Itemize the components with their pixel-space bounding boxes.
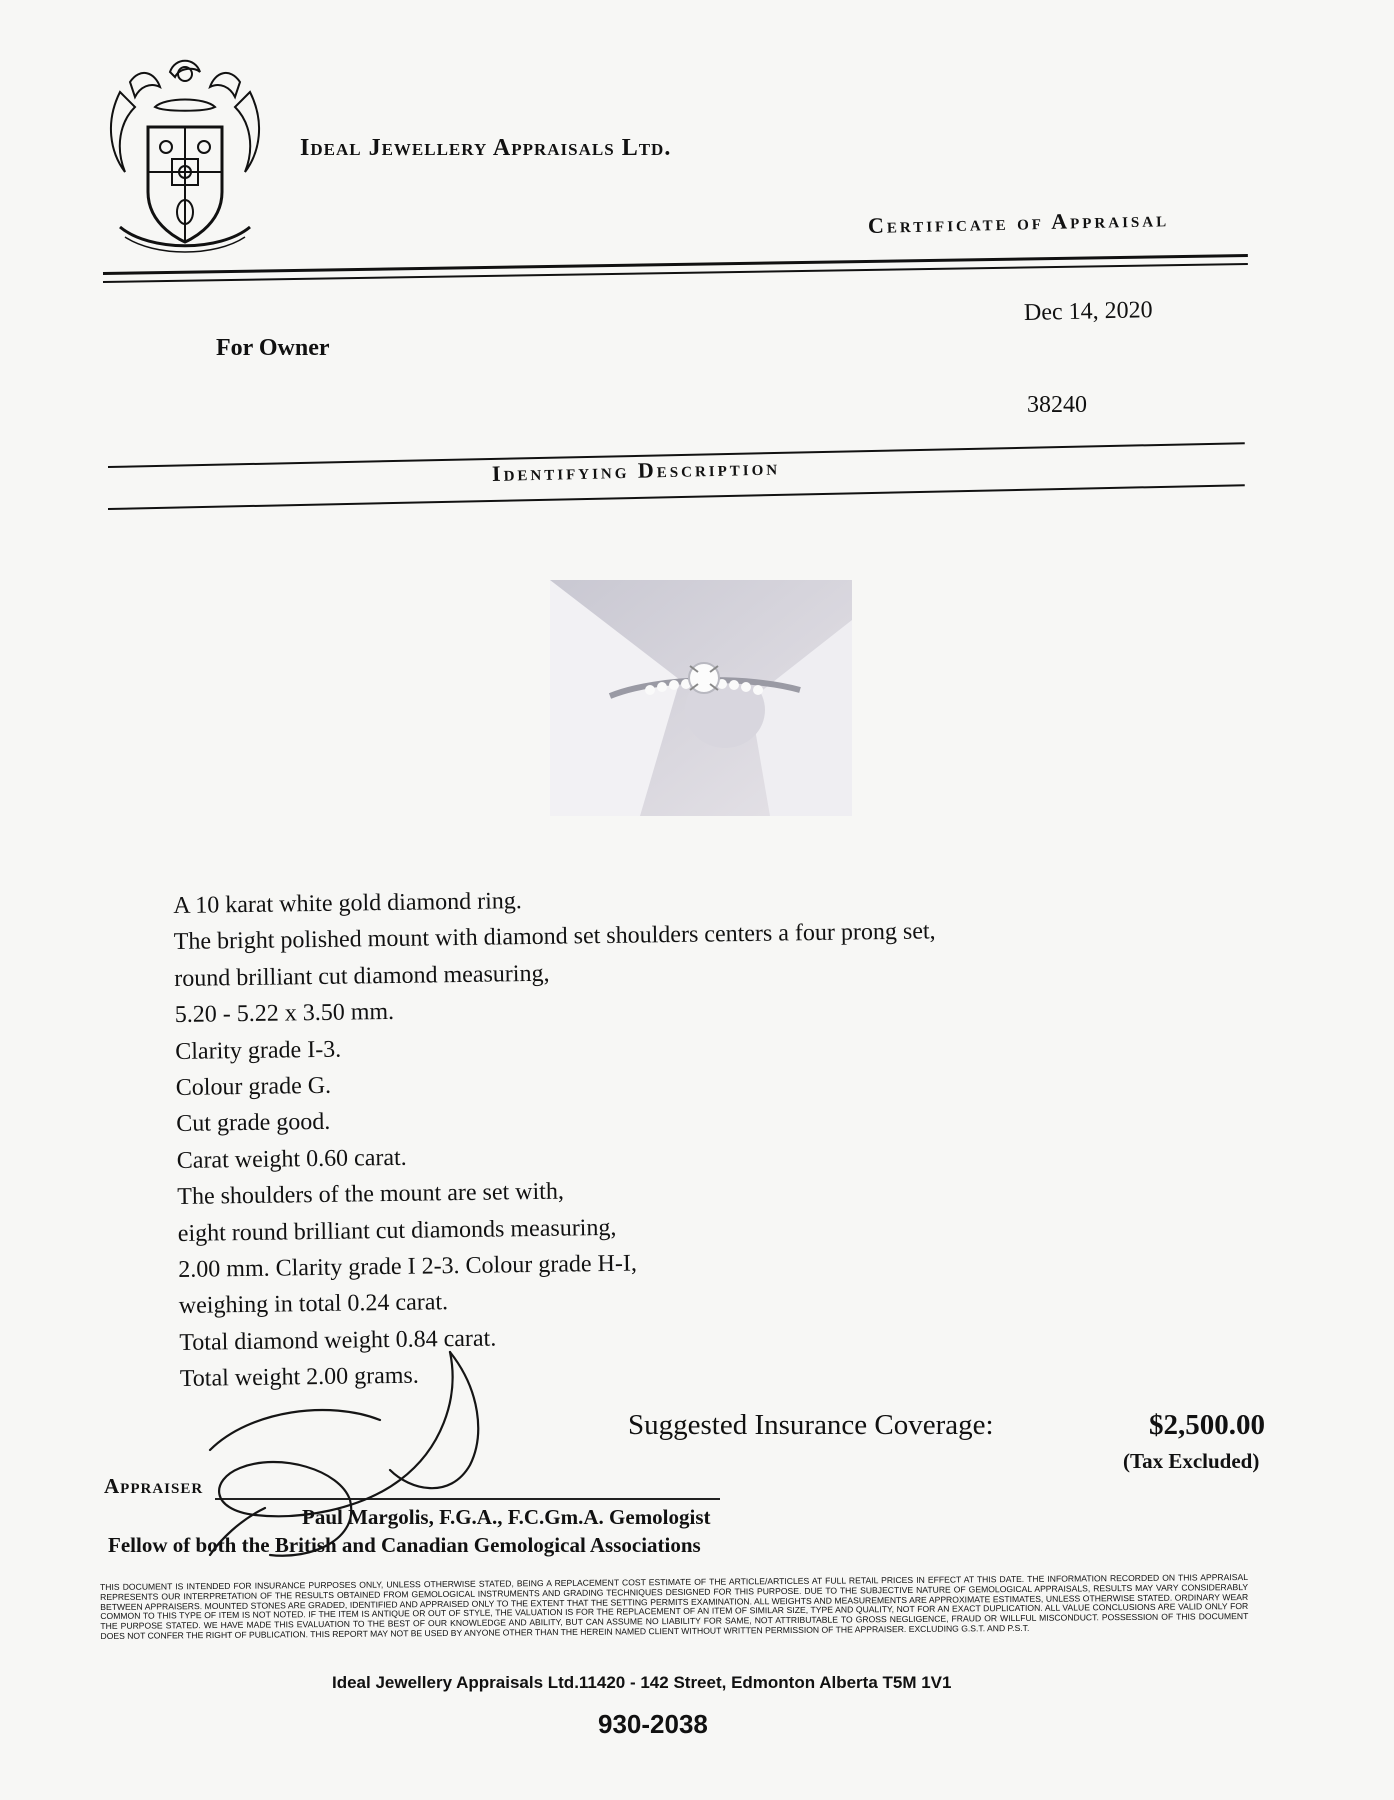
item-description xyxy=(173,877,942,1397)
company-name: Ideal Jewellery Appraisals Ltd. xyxy=(300,135,672,161)
insurance-label: Suggested Insurance Coverage: xyxy=(628,1409,994,1441)
description-line: Colour grade G. xyxy=(175,1072,332,1102)
tax-note: (Tax Excluded) xyxy=(1123,1449,1260,1473)
section-rule-bottom xyxy=(108,484,1245,510)
description-line: 5.20 - 5.22 x 3.50 mm. xyxy=(174,999,395,1029)
appraiser-label: Appraiser xyxy=(104,1474,204,1498)
description-line: weighing in total 0.24 carat. xyxy=(178,1289,449,1320)
description-line: 2.00 mm. Clarity grade I 2-3. Colour grade H-I, xyxy=(178,1250,638,1284)
description-line: Carat weight 0.60 carat. xyxy=(176,1144,407,1174)
footer-phone: 930-2038 xyxy=(598,1709,708,1739)
description-line: round brilliant cut diamond measuring, xyxy=(174,960,550,992)
recipient-label: For Owner xyxy=(216,335,330,361)
section-title: Identifying Description xyxy=(491,454,781,486)
description-line: The bright polished mount with diamond set shoulders centers a four prong set, xyxy=(173,918,936,956)
handwritten-signature xyxy=(150,1340,530,1570)
certificate-title: Certificate of Appraisal xyxy=(867,206,1170,238)
description-line: eight round brilliant cut diamonds measuring, xyxy=(177,1214,617,1247)
ring-photo xyxy=(550,580,852,816)
description-line: A 10 karat white gold diamond ring. xyxy=(173,888,523,919)
description-line: The shoulders of the mount are set with, xyxy=(177,1178,565,1211)
description-line: Clarity grade I-3. xyxy=(175,1036,342,1065)
appraiser-fellowship: Fellow of both the British and Canadian Gemological Associations xyxy=(108,1533,701,1557)
description-line: Cut grade good. xyxy=(176,1109,331,1138)
description-line: Total diamond weight 0.84 carat. xyxy=(179,1325,497,1356)
appraisal-date: Dec 14, 2020 xyxy=(1023,297,1153,326)
appraiser-name: Paul Margolis, F.G.A., F.C.Gm.A. Gemologist xyxy=(302,1505,711,1529)
footer-address: Ideal Jewellery Appraisals Ltd.11420 - 142 Street, Edmonton Alberta T5M 1V1 xyxy=(332,1673,952,1692)
disclaimer-text: THIS DOCUMENT IS INTENDED FOR INSURANCE PURPOSES ONLY, UNLESS OTHERWISE STATED, BEING A REPLACEMENT COST ESTIMATE OF THE ARTICLE/ARTICLES AT FULL RETAIL PRICES IN EFFECT AT THIS DATE. THE INFORMATION RECORDED ON THIS APPRAISAL REPRESENTS OUR INTERPRETATION OF THE RESULTS OBTAINED FROM GEMOLOGICAL INSTRUMENTS AND GRADING TECHNIQUES DESIGNED FOR THIS PURPOSE. DUE TO THE SUBJECTIVE NATURE OF GEMOLOGICAL APPRAISALS, RESULTS MAY VARY CONSIDERABLY BETWEEN APPRAISERS. MOUNTED STONES ARE GRADED, IDENTIFIED AND APPRAISED ONLY TO THE EXTENT THAT THE SETTING PERMITS EXAMINATION. ALL WEIGHTS AND MEASUREMENTS ARE APPROXIMATE ESTIMATES, UNLESS OTHERWISE STATED. ORDINARY WEAR COMMON TO THIS TYPE OF ITEM IS NOT NOTED. IF THE ITEM IS ANTIQUE OR OUT OF STYLE, THE VALUATION IS FOR THE REPLACEMENT OF AN ITEM OF SIMILAR SIZE, TYPE AND QUALITY, NOT FOR AN EXACT DUPLICATION. ALL VALUE CONCLUSIONS ARE VALID ONLY FOR THE PURPOSE STATED. WE HAVE MADE THIS EVALUATION TO THE BEST OF OUR KNOWLEDGE AND ABILITY, BUT CAN ASSUME NO LIABILITY FOR SAME, NOT ATTRIBUTABLE TO GROSS NEGLIGENCE, FRAUD OR WILLFUL MISCONDUCT. POSSESSION OF THIS DOCUMENT DOES NOT CONFER THE RIGHT OF PUBLICATION. THIS REPORT MAY NOT BE USED BY ANYONE OTHER THAN THE HEREIN NAMED CLIENT WITHOUT WRITTEN PERMISSION OF THE APPRAISER. EXCLUDING G.S.T. AND P.S.T. xyxy=(99,1571,1249,1641)
description-line: Total weight 2.00 grams. xyxy=(179,1362,419,1393)
certificate-number: 38240 xyxy=(1027,392,1087,418)
crest-logo-icon xyxy=(100,52,270,262)
insurance-value: $2,500.00 xyxy=(1149,1409,1265,1441)
